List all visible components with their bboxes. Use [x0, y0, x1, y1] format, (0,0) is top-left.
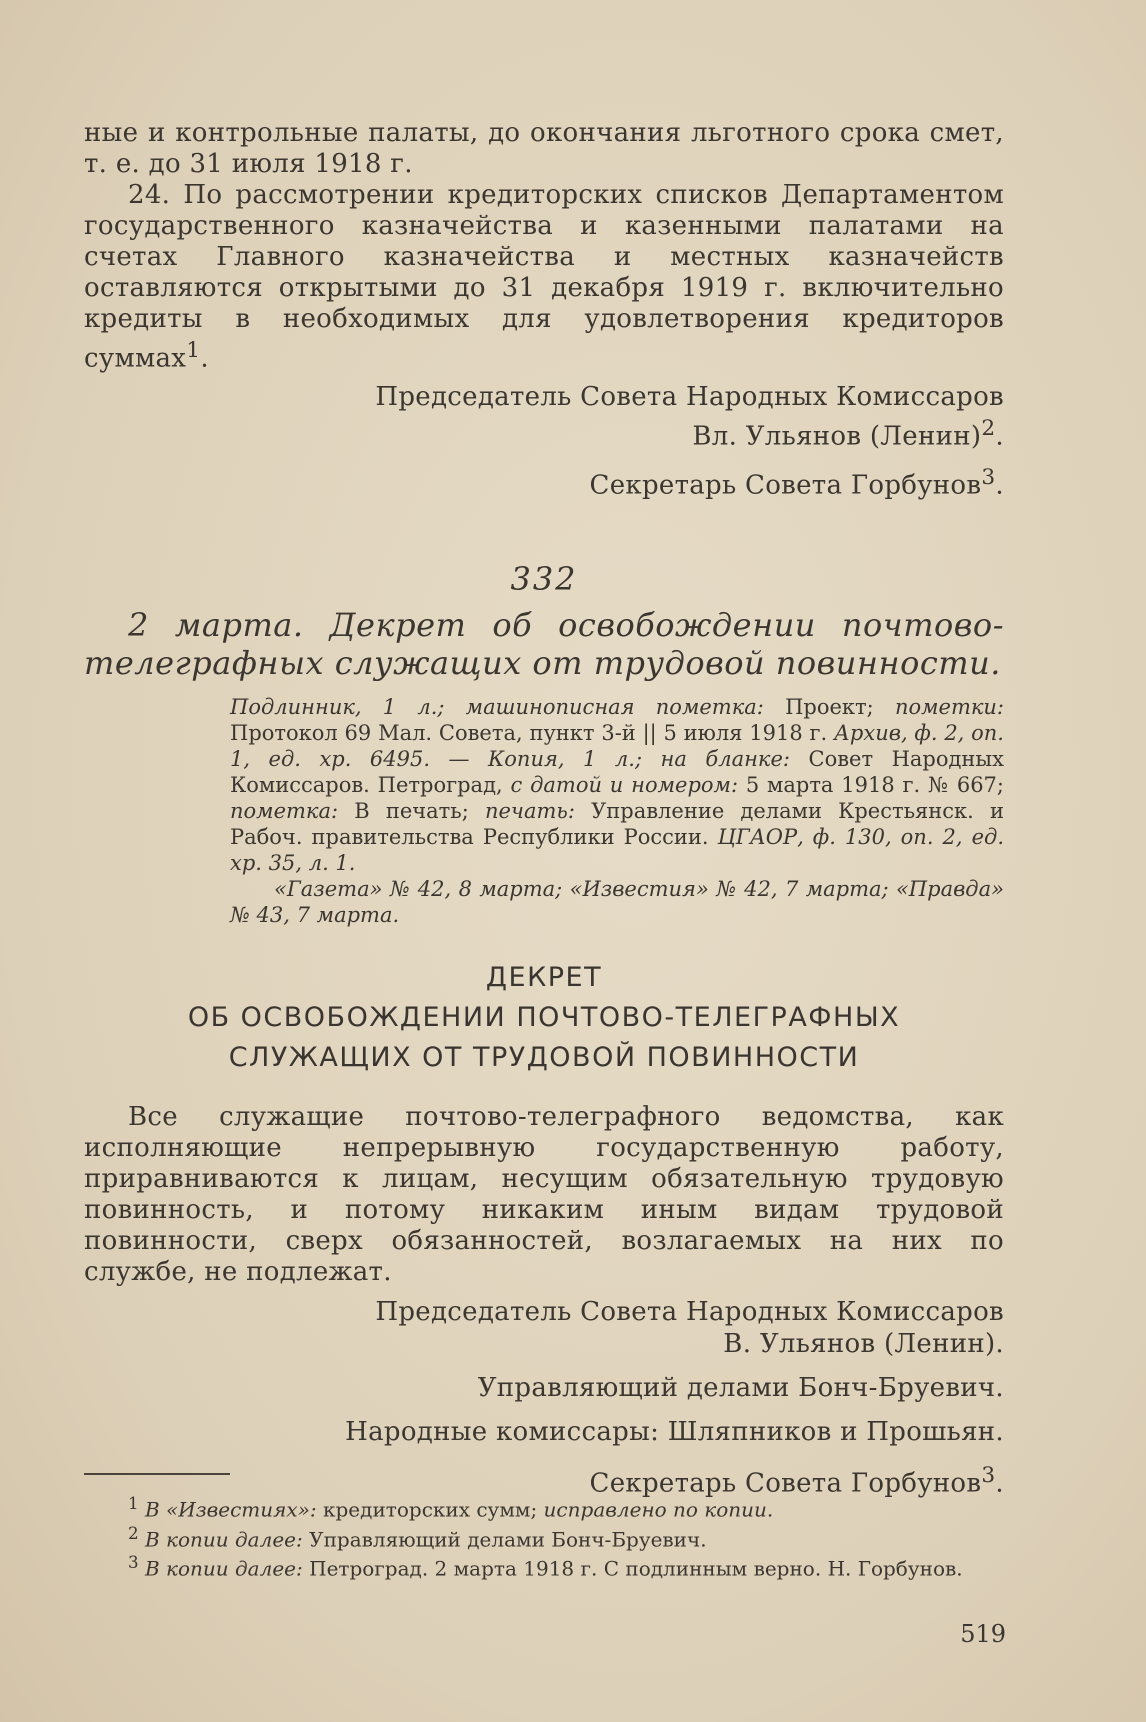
decree-title-line-1: ДЕКРЕТ [485, 962, 603, 993]
note-italic: пометки: [894, 695, 1004, 719]
footnote-number: 2 [128, 1523, 139, 1543]
note-italic: ед. хр. 35, л. 1. [230, 825, 1004, 875]
note-text: 5 марта 1918 г. № 667; [745, 773, 1004, 797]
footnote-ref: 1 [186, 338, 201, 363]
footnote-1 [84, 1492, 1004, 1522]
note-italic: Подлинник, 1 л.; машинописная пометка: [230, 695, 764, 719]
signature-chairman-title: Председатель Совета Народных Комиссаров [375, 381, 1004, 412]
note-italic: ЦГАОР, ф. 130, оп. 2, [717, 825, 963, 849]
signature-chairman-name: Вл. Ульянов (Ленин)$^2$. [692, 415, 1004, 452]
decree-title [84, 958, 1004, 1078]
footnote-text: Петроград. 2 марта 1918 г. С подлинным верно. Н. Горбунов. [309, 1556, 963, 1581]
footnote-italic: В «Известиях»: [144, 1497, 317, 1522]
paragraph-24: 24. По рассмотрении кредиторских списков Департаментом государственного казначейства и казенными палатами на счетах Главного казначейства и местных казначейств оставляются открытыми до 31 декабря 1919 г. включительно кредиты в необходимых для удовлетворения кредиторов суммах$^1$. [84, 180, 1004, 374]
decree-title-line-3: СЛУЖАЩИХ ОТ ТРУДОВОЙ ПОВИННОСТИ [228, 1042, 860, 1073]
note-text: Протокол 69 Мал. Совета, пункт 3-й || 5 июля 1918 г. [230, 721, 828, 745]
paragraph-24-text: 24. По рассмотрении кредиторских списков Департаментом государственного казначейства и казенными палатами на счетах Главного казначейства и местных казначейств оставляются открытыми до 31 декабря 1919 г. включительно кредиты в необходимых для удовлетворения кредиторов суммах [84, 180, 1004, 374]
decree-signature-manager: Управляющий делами Бонч-Бруевич. [477, 1373, 1004, 1403]
note-italic: печать: [484, 799, 575, 823]
page-number: 519 [960, 1620, 1006, 1648]
note-text: Совет Народных Комиссаров. Петроград, [230, 747, 1004, 797]
document-number: 332 [510, 560, 578, 598]
note-text: В печать; [354, 799, 469, 823]
decree-signature-secretary-text: Секретарь Совета Горбунов [589, 1468, 982, 1499]
footnote-text: кредиторских сумм; [323, 1497, 538, 1522]
footnote-ref: 3 [981, 1463, 996, 1488]
note-text: Проект; [785, 695, 874, 719]
decree-signature-chairman-name: В. Ульянов (Ленин). [723, 1329, 1004, 1359]
decree-body: Все служащие почтово-телеграфного ведомства, как исполняющие непрерывную государственную работу, приравниваются к лицам, несущим обязательную трудовую повинность, и потому никаким иным видам трудовой повинности, сверх обязанностей, возлагаемых на них по службе, не подлежат. [84, 1102, 1004, 1287]
top-section [84, 118, 1004, 502]
note-italic: пометка: [230, 799, 339, 823]
note-italic: Архив, ф. 2, оп. 1, ед. хр. 6495. — Копия, 1 л.; на бланке: [230, 721, 1004, 771]
footnote-ref: 3 [981, 465, 996, 491]
footnote-italic: исправлено по копии. [543, 1497, 774, 1522]
footnote-2 [84, 1522, 1004, 1552]
document-332 [84, 560, 1004, 1500]
archival-note-publications: «Газета» № 42, 8 марта; «Известия» № 42, 7 марта; «Правда» № 43, 7 марта. [230, 877, 1004, 927]
decree-signature-secretary: Секретарь Совета Горбунов$^3$. [589, 1463, 1004, 1499]
footnote-number: 3 [128, 1553, 139, 1573]
signature-secretary: Секретарь Совета Горбунов$^3$. [589, 465, 1004, 501]
paragraph-continuation: ные и контрольные палаты, до окончания льготного срока смет, т. е. до 31 июля 1918 г. [84, 118, 1004, 179]
note-text: Управление делами Крестьянск. и Рабоч. правительства Республики России. [230, 799, 1005, 849]
footnote-italic: В копии далее: [144, 1556, 303, 1581]
footnotes [84, 1492, 1004, 1581]
footnote-number: 1 [128, 1494, 139, 1513]
note-italic: с датой и номером: [510, 773, 739, 797]
document-heading: 2 марта. Декрет об освобождении почтово-телеграфных служащих от трудовой повинности. [84, 606, 1004, 682]
archival-note-source [230, 694, 1004, 876]
decree-title-line-2: ОБ ОСВОБОЖДЕНИИ ПОЧТОВО-ТЕЛЕГРАФНЫХ [187, 1002, 901, 1033]
decree-signature-commissars: Народные комиссары: Шляпников и Прошьян. [345, 1417, 1004, 1447]
footnote-3 [84, 1551, 1004, 1581]
signature-secretary-text: Секретарь Совета Горбунов [589, 470, 982, 501]
archival-notes [84, 694, 1004, 928]
footnote-text: Управляющий делами Бонч-Бруевич. [309, 1527, 707, 1552]
signature-chairman-name-text: Вл. Ульянов (Ленин) [692, 421, 982, 452]
footnote-italic: В копии далее: [144, 1527, 303, 1552]
footnote-ref: 2 [981, 415, 996, 441]
decree-signature-chairman-title: Председатель Совета Народных Комиссаров [375, 1297, 1004, 1327]
footnote-divider [84, 1473, 230, 1475]
